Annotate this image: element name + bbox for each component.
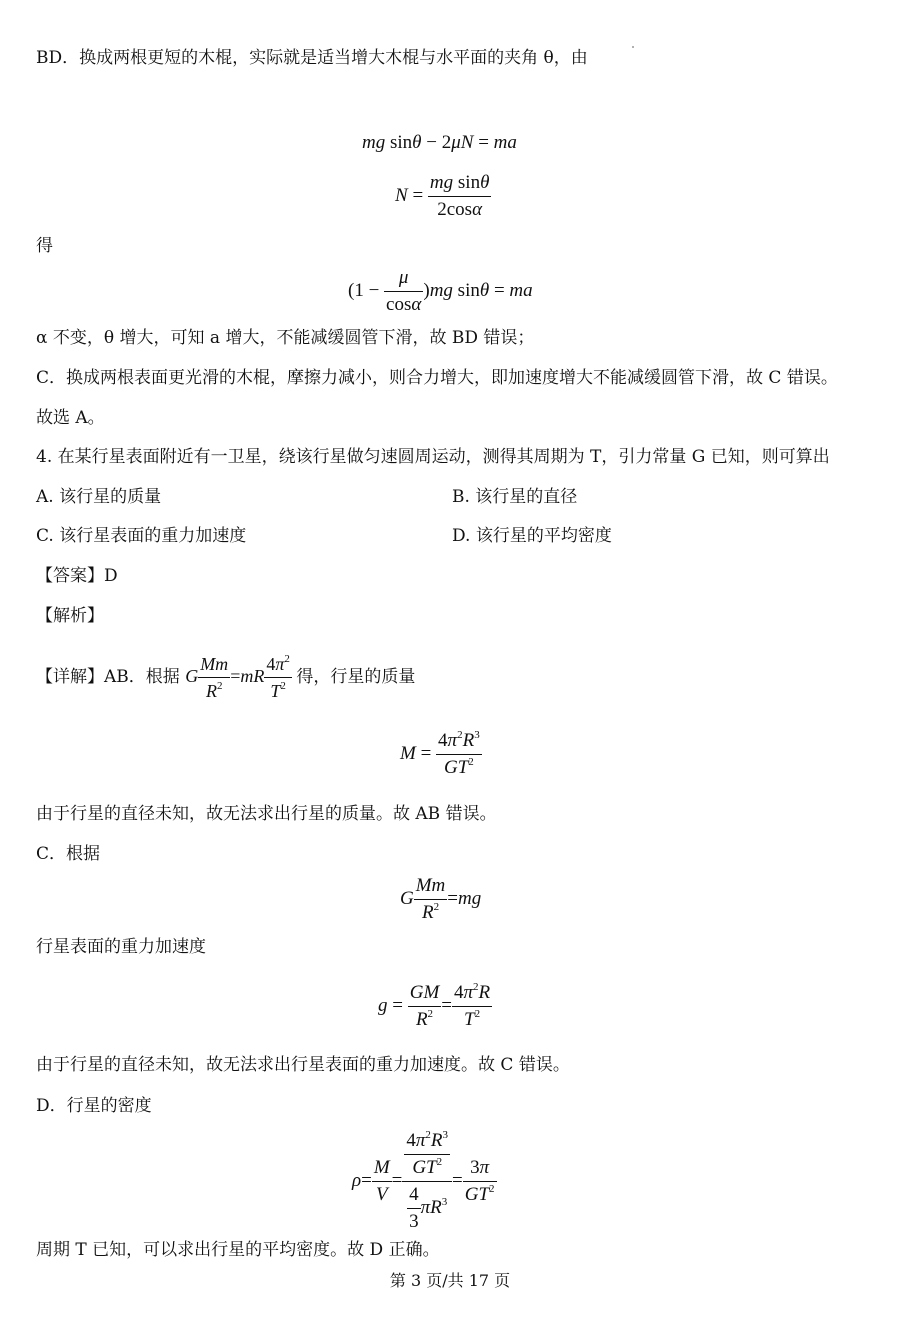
equation-g: g = $\frac{GM}{R^2}$ = $\frac{4\pi^2R}{T^2}$ (378, 981, 491, 1030)
text-g-surface: 行星表面的重力加速度 (36, 937, 206, 957)
text-ab-wrong: 由于行星的直径未知，故无法求出行星的质量。故 AB 错误。 (36, 804, 497, 824)
text-bd-intro: BD．换成两根更短的木棍，实际就是适当增大木棍与水平面的夹角 θ，由 (36, 48, 588, 68)
inline-gravity-equation: G $\frac{Mm}{R^2}$ =mR $\frac{4\pi^2}{T^2}$ (185, 653, 290, 702)
text-choose-a: 故选 A。 (36, 408, 105, 428)
text-c-wrong: 由于行星的直径未知，故无法求出行星表面的重力加速度。故 C 错误。 (36, 1055, 570, 1075)
text-de: 得 (36, 236, 53, 256)
equation-surface-gravity: G $\frac{Mm}{R^2}$ =mg (400, 875, 482, 923)
analysis-label: 【解析】 (36, 606, 104, 626)
equation-newton-incline: mg sinθ − 2μN = ma (362, 132, 517, 153)
text-alpha-conclusion: α 不变，θ 增大，可知 a 增大，不能减缓圆管下滑，故 BD 错误； (36, 328, 535, 348)
page-footer: 第 3 页/共 17 页 (389, 1271, 511, 1290)
answer-label: 【答案】D (36, 566, 118, 586)
text-c-basis: C．根据 (36, 844, 101, 864)
equation-mass: M = $\frac{4\pi^2R^3}{GT^2}$ (400, 729, 480, 778)
text-d-right: 周期 T 已知，可以求出行星的平均密度。故 D 正确。 (36, 1240, 440, 1260)
equation-acceleration: (1 − $\frac{\mu}{\cos\alpha}$ )mg sinθ = ma (348, 267, 533, 315)
speck (632, 46, 634, 48)
text-d-density: D．行星的密度 (36, 1096, 152, 1116)
detail-ab (36, 650, 415, 704)
detail-suffix: 得，行星的质量 (296, 667, 416, 687)
question-4: 4. 在某行星表面附近有一卫星，绕该行星做匀速圆周运动，测得其周期为 T，引力常量 G 已知，则可算出 (36, 447, 830, 467)
option-b: B. 该行星的直径 (452, 487, 578, 507)
detail-prefix: 【详解】AB．根据 (36, 667, 180, 687)
option-c: C. 该行星表面的重力加速度 (36, 526, 247, 546)
text-c-explanation: C．换成两根表面更光滑的木棍，摩擦力减小，则合力增大，即加速度增大不能减缓圆管下滑，故 C 错误。 (36, 368, 838, 388)
option-a: A. 该行星的质量 (36, 487, 162, 507)
option-d: D. 该行星的平均密度 (452, 526, 612, 546)
equation-normal-force: N = $\frac{\text{mg sinθ}}{2\cos\alpha}$ (395, 172, 490, 220)
equation-density: ρ= $\frac{M}{V}$ = $\frac{4\pi^2R^3}{GT^2}$ $\frac{4}{3}$ $\pi R^3$ = $\frac{3\pi}{GT^2}$ (352, 1129, 495, 1232)
